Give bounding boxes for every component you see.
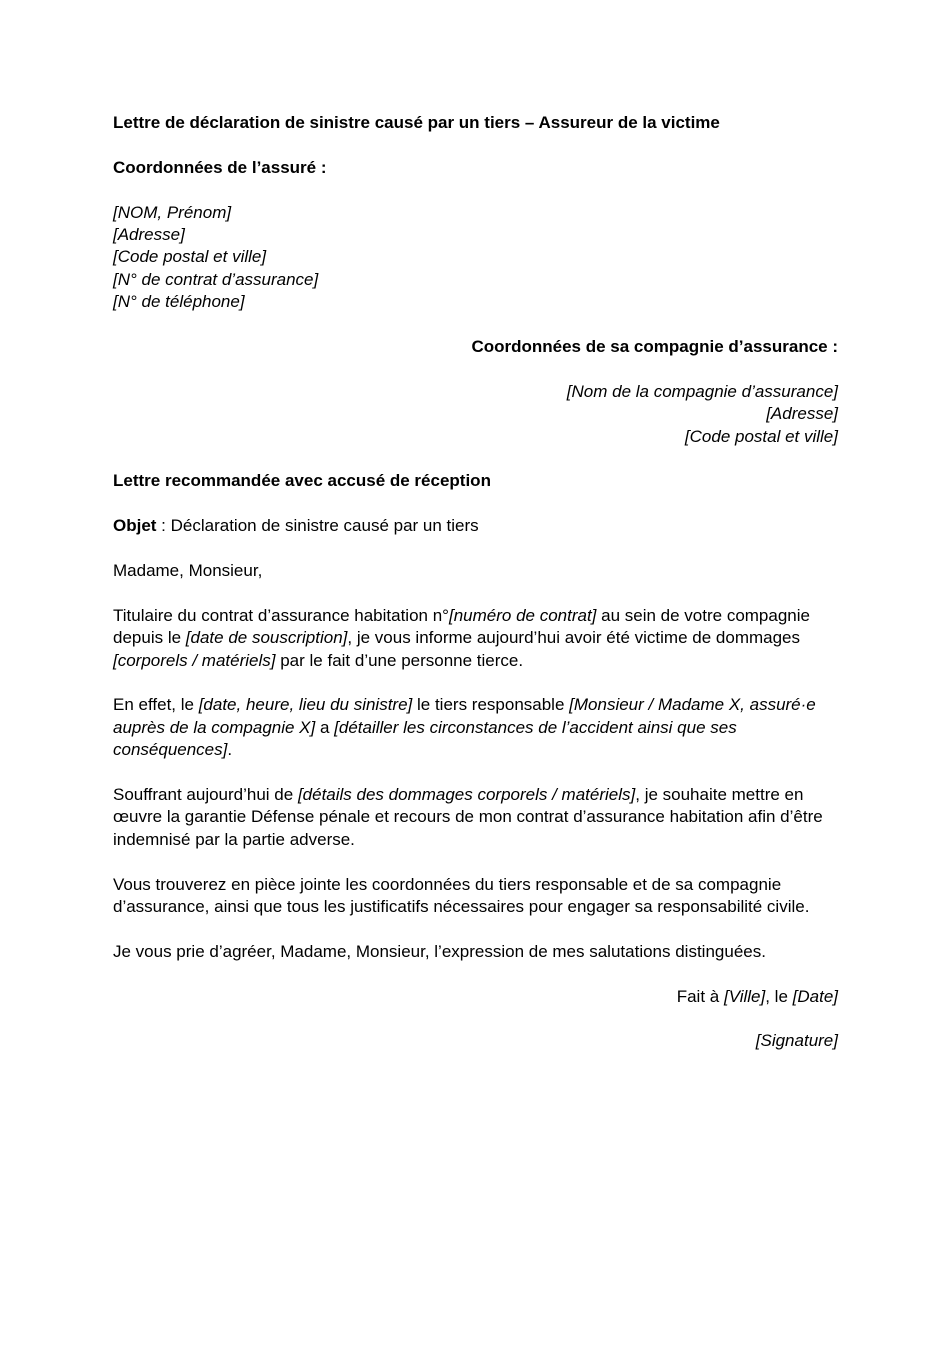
paragraph-guarantee: [113, 784, 838, 851]
subject-label: Objet: [113, 516, 157, 536]
placeholder-circumstances: [détailler les circonstances de l’accident ainsi que ses conséquences]: [113, 717, 737, 760]
text-run: .: [227, 740, 233, 760]
insurer-name-line: [Nom de la compagnie d’assurance]: [566, 381, 838, 401]
placeholder-date: [Date]: [792, 986, 838, 1006]
placeholder-city: [Ville]: [723, 986, 766, 1006]
placeholder-incident-datetime: [date, heure, lieu du sinistre]: [198, 695, 413, 715]
insured-city-line: [Code postal et ville]: [113, 247, 267, 267]
text-run: Titulaire du contrat d’assurance habitation n°: [113, 605, 449, 625]
text-run: le tiers responsable: [412, 695, 570, 715]
placeholder-damage-type: [corporels / matériels]: [113, 650, 276, 670]
insurer-address-block: [113, 381, 838, 448]
insurer-heading: Coordonnées de sa compagnie d’assurance :: [471, 337, 838, 357]
registered-mail-line: Lettre recommandée avec accusé de réception: [113, 471, 491, 491]
placeholder-third-party: [Monsieur / Madame X, assuré·e auprès de la compagnie X]: [113, 695, 816, 737]
dateline: [113, 986, 838, 1008]
insured-address-block: [113, 202, 838, 314]
placeholder-contract-number: [numéro de contrat]: [448, 605, 597, 625]
placeholder-damage-details: [détails des dommages corporels / matériels]: [297, 785, 636, 805]
insurer-city-line: [Code postal et ville]: [684, 426, 838, 446]
text-run: par le fait d’une personne tierce.: [275, 650, 524, 670]
text-run: Fait à: [676, 986, 724, 1006]
insurer-address-line: [Adresse]: [766, 404, 838, 424]
paragraph-contract: [113, 605, 838, 672]
insured-phone-line: [N° de téléphone]: [113, 292, 245, 312]
signature-placeholder: [Signature]: [755, 1031, 838, 1051]
text-run: , je vous informe aujourd’hui avoir été victime de dommages: [347, 628, 800, 648]
insured-heading: Coordonnées de l’assuré :: [113, 157, 327, 177]
placeholder-subscription-date: [date de souscription]: [185, 628, 348, 648]
text-run: au sein de votre compagnie depuis le: [113, 605, 810, 648]
salutation: Madame, Monsieur,: [113, 561, 263, 581]
insured-contract-line: [N° de contrat d’assurance]: [113, 269, 319, 289]
text-run: En effet, le: [113, 695, 199, 715]
insured-address-line: [Adresse]: [113, 225, 185, 244]
text-run: , je souhaite mettre en œuvre la garantie Défense pénale et recours de mon contrat d’assurance habitation afin d’être indemnisé par la partie adverse.: [113, 785, 823, 849]
subject-text: : Déclaration de sinistre causé par un tiers: [156, 516, 479, 536]
text-run: , le: [765, 986, 793, 1006]
paragraph-closing: Je vous prie d’agréer, Madame, Monsieur, l’expression de mes salutations distinguées.: [113, 941, 766, 961]
insured-name-line: [NOM, Prénom]: [113, 202, 232, 222]
paragraph-incident: [113, 694, 838, 761]
text-run: a: [315, 717, 335, 737]
letter-title: Lettre de déclaration de sinistre causé par un tiers – Assureur de la victime: [113, 113, 720, 132]
paragraph-attachments: Vous trouverez en pièce jointe les coordonnées du tiers responsable et de sa compagnie d’assurance, ainsi que tous les justificatifs nécessaires pour engager sa responsabilité civile.: [113, 874, 810, 917]
text-run: Souffrant aujourd’hui de: [113, 785, 298, 805]
subject-line: [113, 515, 838, 537]
